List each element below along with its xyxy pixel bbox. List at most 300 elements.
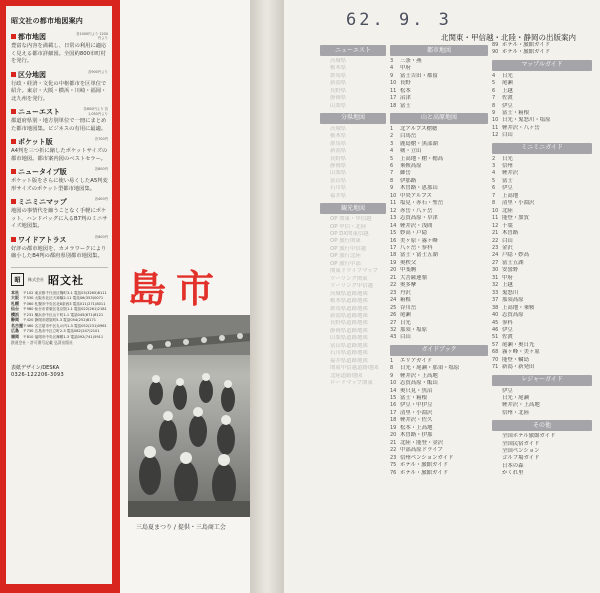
- catalog-item: [320, 380, 386, 387]
- item-name: 信州ペンションガイド: [400, 454, 454, 461]
- category-description: 好評の都市地図を、カメラワークにより縮小したB4判の都府県別都市地図集。: [11, 245, 107, 260]
- category-entry: [11, 235, 108, 261]
- item-number: 1: [390, 125, 394, 132]
- item-name: 霧ヶ峰・美ヶ原: [502, 349, 540, 356]
- catalog-item: [320, 261, 386, 268]
- category-name: [11, 137, 53, 147]
- catalog-item: [390, 260, 488, 267]
- office-name: 札幌: [11, 300, 19, 306]
- item-number: 27: [492, 259, 499, 266]
- item-number: 68: [492, 349, 499, 356]
- item-number: 7: [492, 95, 496, 102]
- item-number: 19: [390, 424, 397, 431]
- catalog-item: [390, 395, 488, 402]
- item-number: 18: [390, 252, 397, 259]
- office-name: 本社: [11, 289, 19, 295]
- item-name: 木曽路・恵那山: [400, 185, 438, 192]
- item-number: 15: [390, 230, 397, 237]
- catalog-item: [320, 73, 386, 80]
- catalog-item: [390, 223, 488, 230]
- publisher-logo-icon: 昭: [11, 273, 24, 286]
- item-number: 70: [492, 356, 499, 363]
- catalog-item: [320, 253, 386, 260]
- square-bullet-icon: [11, 237, 16, 242]
- item-name: 赤岳・八ヶ岳: [400, 207, 433, 214]
- cover-title: 島市: [128, 266, 225, 311]
- item-name: 奥多摩: [400, 282, 417, 289]
- catalog-item: [320, 306, 386, 313]
- catalog-item: [390, 365, 488, 372]
- item-name: ホテル・旅館ガイド: [400, 462, 449, 469]
- item-name: 安曇野: [502, 267, 519, 274]
- catalog-item: [492, 223, 592, 230]
- item-name: 能登・加賀: [502, 215, 529, 222]
- item-name: 御岳: [400, 170, 411, 177]
- catalog-item: [390, 373, 488, 380]
- item-number: 4: [390, 148, 394, 155]
- item-name: 佐渡: [502, 95, 513, 102]
- catalog-item: [320, 358, 386, 365]
- catalog-item: [320, 246, 386, 253]
- item-name: 上越: [502, 87, 513, 94]
- item-number: 24: [492, 252, 499, 259]
- item-number: 22: [492, 237, 499, 244]
- item-number: 6: [492, 87, 496, 94]
- item-number: 23: [390, 454, 397, 461]
- item-number: 12: [492, 222, 499, 229]
- office-row: [11, 307, 108, 312]
- item-name: 箱根: [400, 297, 411, 304]
- catalog-column-2: [390, 42, 488, 477]
- category-entry: [11, 107, 108, 133]
- item-name: 茨城県: [330, 57, 347, 64]
- item-name: 白山: [502, 132, 513, 139]
- office-name: 広島: [11, 328, 19, 334]
- item-number: 5: [492, 177, 496, 184]
- category-price: 各800円より 各1,050円より: [83, 107, 108, 116]
- catalog-item: [320, 216, 386, 223]
- category-name: [11, 235, 66, 245]
- catalog-item: [492, 282, 592, 289]
- item-name: 上高地・乗鞍: [502, 304, 535, 311]
- catalog-item: [390, 80, 488, 87]
- item-number: 9: [390, 72, 394, 79]
- section-header: その他: [492, 420, 592, 431]
- catalog-item: [320, 156, 386, 163]
- item-name: ゴルフ場ガイド: [502, 455, 540, 462]
- item-number: 14: [390, 387, 397, 394]
- category-description: ポケット版をさらに使い易くしたA5判変形サイズのポケット型都市地図集。: [11, 178, 108, 192]
- item-name: 富士: [502, 177, 513, 184]
- item-name: 伊豆: [502, 327, 513, 333]
- item-name: 北アルプス槍穂: [400, 125, 438, 132]
- category-name-text: ワイドアトラス: [18, 235, 67, 244]
- catalog-item: [390, 103, 488, 110]
- item-number: 3: [492, 163, 496, 170]
- item-name: 剱・立山: [400, 148, 422, 155]
- catalog-item: [390, 148, 488, 155]
- catalog-item: [390, 402, 488, 409]
- catalog-item: [492, 200, 592, 207]
- item-name: 茨城県: [330, 125, 347, 132]
- section-header: マップルガイド: [492, 60, 592, 71]
- item-name: 群馬県: [330, 140, 347, 147]
- section-header: ニューエスト: [320, 45, 386, 56]
- catalog-item: [492, 208, 592, 215]
- item-name: 伊那路: [400, 177, 417, 184]
- catalog-item: [320, 328, 386, 335]
- office-row: [11, 296, 108, 301]
- category-name-text: ミニミニマップ: [18, 198, 67, 207]
- category-name: [11, 167, 67, 177]
- item-name: 清里・小淵沢: [502, 200, 535, 207]
- item-number: 10: [390, 192, 397, 199]
- item-name: 静岡県: [330, 163, 347, 170]
- item-name: 富士・箱根: [400, 394, 427, 401]
- catalog-item: [492, 80, 592, 87]
- catalog-item: [492, 110, 592, 117]
- catalog-item: [390, 358, 488, 365]
- item-name: 全国ホテル旅館ガイド: [502, 433, 556, 440]
- item-number: 37: [492, 297, 499, 304]
- catalog-item: [492, 455, 592, 462]
- catalog-item: [492, 342, 592, 349]
- publisher-header: [11, 272, 108, 288]
- item-number: 16: [390, 237, 397, 244]
- category-price: 各1000円より 1200円より: [76, 32, 108, 41]
- item-number: 17: [390, 95, 397, 102]
- isbn-code: 0326-122206-3093: [11, 372, 64, 379]
- catalog-item: [390, 58, 488, 65]
- category-price: 各900円より: [87, 69, 108, 74]
- item-name: OP 旅行中部: [330, 260, 361, 267]
- item-number: 71: [492, 364, 499, 371]
- catalog-item: [320, 291, 386, 298]
- item-name: 日光・尾瀬: [502, 394, 529, 401]
- catalog-item: [320, 373, 386, 380]
- item-name: 軽井沢・八ヶ岳: [502, 124, 540, 131]
- item-name: 群馬県道路地図: [330, 305, 368, 312]
- catalog-item: [492, 156, 592, 163]
- catalog-item: [492, 260, 592, 267]
- item-name: 甲斐駒: [400, 267, 417, 274]
- catalog-item: [320, 103, 386, 110]
- item-name: 北陸・能登・金沢: [400, 439, 444, 446]
- item-number: 10: [390, 80, 397, 87]
- category-description: 都道府県別・地方別単位で一冊にまとめた都市地図集。ビジネスの有用に最適。: [11, 118, 107, 132]
- square-bullet-icon: [11, 199, 16, 204]
- item-number: 10: [492, 117, 499, 124]
- design-credit: 表紙デザイン/DESKA: [11, 365, 60, 372]
- catalog-item: [390, 282, 488, 289]
- catalog-item: [320, 224, 386, 231]
- item-name: 中部高原ドライブ: [400, 447, 443, 454]
- catalog-item: [390, 417, 488, 424]
- item-number: 12: [492, 132, 499, 139]
- catalog-item: [492, 252, 592, 259]
- office-name: 名古屋: [11, 322, 23, 328]
- item-number: 10: [390, 380, 397, 387]
- catalog-item: [390, 238, 488, 245]
- item-name: 日光: [502, 72, 513, 79]
- item-number: 17: [390, 245, 397, 252]
- catalog-item: [492, 327, 592, 334]
- item-name: 上高地: [502, 192, 519, 199]
- catalog-item: [320, 283, 386, 290]
- office-address: 〒102 東京都千代田区麹町3-1 電話03(3265)8111: [23, 290, 107, 295]
- item-name: OP DX関東信越: [330, 231, 369, 237]
- catalog-item: [390, 290, 488, 297]
- item-name: 栃木県: [330, 133, 347, 140]
- item-name: 伊豆: [502, 185, 513, 192]
- catalog-item: [390, 170, 488, 177]
- item-name: エリアガイド: [400, 357, 433, 364]
- item-name: 関東甲信越道路地図: [330, 365, 379, 372]
- item-name: 軽井沢・上高地: [400, 372, 438, 379]
- catalog-item: [492, 73, 592, 80]
- item-number: 11: [390, 87, 397, 94]
- item-name: 北陸道路地図: [330, 372, 363, 379]
- item-name: 志賀高原: [502, 312, 524, 319]
- catalog-item: [492, 215, 592, 222]
- item-number: 26: [390, 312, 397, 319]
- catalog-item: [390, 334, 488, 341]
- item-number: 18: [390, 417, 397, 424]
- item-name: 長野県道路地図: [330, 320, 368, 327]
- category-header: [11, 167, 108, 177]
- item-number: 22: [390, 447, 397, 454]
- catalog-item: [390, 447, 488, 454]
- catalog-item: [390, 178, 488, 185]
- item-number: 2: [390, 133, 394, 140]
- catalog-item: [390, 462, 488, 469]
- catalog-item: [390, 163, 488, 170]
- catalog-column-1: [320, 42, 386, 388]
- catalog-item: [492, 95, 592, 102]
- item-number: 57: [492, 341, 499, 348]
- date-stamp: 62. 9. 3: [346, 10, 452, 30]
- item-name: ツーリング甲信越: [330, 283, 374, 290]
- item-name: 日光: [400, 319, 411, 326]
- item-number: 46: [492, 327, 499, 333]
- catalog-item: [492, 334, 592, 341]
- item-number: 8: [492, 200, 496, 207]
- catalog-item: [390, 312, 488, 319]
- item-name: 富山県: [330, 177, 347, 184]
- office-row: [11, 302, 108, 307]
- item-name: 上高地・槍・穂高: [400, 155, 444, 162]
- catalog-item: [492, 357, 592, 364]
- catalog-item: [320, 148, 386, 155]
- catalog-item: [390, 215, 488, 222]
- section-header: 都市地図: [390, 45, 488, 56]
- item-name: 大菩薩連嶺: [400, 274, 427, 281]
- item-name: 奥只見・魚沼: [400, 387, 433, 394]
- item-name: 軽井沢・上高地: [502, 402, 540, 409]
- item-name: ホテル・旅館ガイド: [502, 49, 551, 56]
- catalog-item: [390, 88, 488, 95]
- item-name: 富士・富士五湖: [400, 252, 438, 259]
- catalog-item: [492, 42, 592, 49]
- item-number: 18: [390, 102, 397, 109]
- item-name: 全国民宿ガイド: [502, 440, 540, 447]
- item-name: 松本: [400, 87, 411, 94]
- category-price: 各800円: [94, 234, 108, 239]
- office-address: 〒810 福岡市中央区舞鶴1-3 電話092(741)5911: [23, 334, 104, 339]
- catalog-item: [492, 88, 592, 95]
- office-list: [11, 291, 108, 340]
- item-name: 富士: [400, 102, 411, 109]
- item-number: 9: [492, 109, 496, 116]
- item-number: 23: [492, 245, 499, 252]
- catalog-item: [492, 463, 592, 470]
- category-name-text: 区分地図: [18, 70, 46, 79]
- catalog-item: [390, 141, 488, 148]
- catalog-item: [320, 335, 386, 342]
- item-number: 76: [390, 469, 397, 476]
- item-name: 新潟県: [330, 148, 347, 155]
- catalog-item: [492, 117, 592, 124]
- item-name: OP 関東・甲信越: [330, 216, 372, 223]
- item-name: 長野県: [330, 155, 347, 162]
- item-number: 23: [390, 289, 397, 296]
- square-bullet-icon: [11, 139, 16, 144]
- office-address: 〒060 札幌市中央区北8条西3 電話011(271)8011: [23, 301, 106, 306]
- section-header: 観光地図: [320, 203, 386, 214]
- item-number: 8: [390, 177, 394, 184]
- category-header: [11, 197, 108, 207]
- item-name: 三条・燕: [400, 57, 422, 64]
- item-number: 19: [390, 259, 397, 266]
- item-number: 2: [492, 155, 496, 162]
- catalog-item: [390, 245, 488, 252]
- item-name: 北陸: [502, 207, 513, 214]
- category-description: 地図の事情代を縮うことなく手軽にポケット、ハンドバッグに入るB7判のミニサイズ地図集。: [11, 208, 108, 230]
- item-name: 尾瀬: [502, 80, 513, 87]
- item-number: 33: [492, 289, 499, 296]
- item-number: 5: [390, 155, 394, 162]
- category-description: 豊富な内容を満載し、日常の利用に適応く見える都市詳細図。全国約800市町村を発行。: [11, 43, 107, 65]
- catalog-item: [320, 95, 386, 102]
- catalog-page: [284, 0, 600, 593]
- item-name: 妙高・戸隠: [400, 230, 427, 237]
- item-name: 全国ペンション: [502, 448, 540, 455]
- catalog-item: [390, 267, 488, 274]
- item-number: 20: [390, 267, 397, 274]
- item-number: 21: [390, 274, 397, 281]
- item-name: 丹沢: [400, 289, 411, 296]
- item-name: 山梨県道路地図: [330, 335, 368, 342]
- catalog-item: [492, 470, 592, 477]
- catalog-item: [492, 388, 592, 395]
- catalog-item: [492, 170, 592, 177]
- item-number: 6: [492, 185, 496, 192]
- category-name-text: 都市地図: [18, 33, 46, 41]
- item-name: 中央アルプス: [400, 192, 432, 199]
- catalog-item: [320, 276, 386, 283]
- catalog-item: [390, 380, 488, 387]
- item-name: 富士・箱根: [502, 109, 529, 116]
- publisher-prefix: 株式会社: [28, 276, 44, 282]
- item-number: 21: [492, 230, 499, 237]
- item-number: 11: [492, 215, 499, 222]
- catalog-item: [492, 125, 592, 132]
- category-price: 各700円: [94, 137, 108, 142]
- catalog-item: [320, 163, 386, 170]
- office-row: [11, 324, 108, 329]
- category-entry: [11, 167, 108, 193]
- item-name: 軽井沢・佐久: [400, 417, 433, 424]
- item-number: 4: [390, 65, 394, 72]
- publisher-block: [11, 267, 108, 347]
- catalog-item: [390, 252, 488, 259]
- category-header: [11, 70, 108, 80]
- catalog-item: [492, 230, 592, 237]
- office-row: [11, 335, 108, 340]
- catalog-item: [390, 470, 488, 477]
- item-number: 31: [492, 274, 499, 281]
- item-number: 11: [492, 124, 499, 131]
- category-description: 行政・経済・文化の中枢都市を区単位で紹介。東京・大阪・横浜・川崎・福岡・北九州を発行。: [11, 80, 107, 102]
- catalog-item: [492, 185, 592, 192]
- catalog-item: [390, 410, 488, 417]
- category-name-text: ポケット版: [18, 138, 53, 147]
- office-row: [11, 329, 108, 334]
- section-header: ガイドブック: [390, 345, 488, 356]
- item-name: 軽井沢: [502, 170, 519, 177]
- catalog-item: [492, 410, 592, 417]
- item-name: 関東ドライブマップ: [330, 268, 378, 275]
- catalog-item: [390, 95, 488, 102]
- catalog-item: [492, 320, 592, 327]
- item-number: 14: [390, 222, 397, 229]
- item-number: 27: [390, 319, 397, 326]
- catalog-item: [320, 178, 386, 185]
- square-bullet-icon: [11, 109, 16, 114]
- item-name: 日光・尾瀬・那須・塩原: [400, 365, 460, 372]
- item-number: 3: [390, 57, 394, 64]
- catalog-item: [492, 305, 592, 312]
- item-name: 日光: [502, 155, 513, 162]
- item-number: 32: [390, 327, 397, 333]
- item-name: 信州・北陸: [502, 409, 529, 416]
- section-header: 分県地図: [320, 113, 386, 124]
- item-number: 13: [390, 215, 397, 222]
- catalog-item: [492, 364, 592, 371]
- item-name: 白山: [502, 237, 513, 244]
- category-entry: [11, 197, 108, 231]
- item-name: 佐渡: [502, 334, 513, 341]
- office-name: 仙台: [11, 306, 19, 312]
- catalog-item: [390, 297, 488, 304]
- item-name: 鬼怒川: [502, 289, 519, 296]
- catalog-item: [390, 208, 488, 215]
- catalog-item: [390, 65, 488, 72]
- category-name: [11, 70, 46, 80]
- item-name: OP 旅行関東: [330, 238, 361, 245]
- item-name: 金沢: [502, 245, 513, 252]
- catalog-item: [492, 402, 592, 409]
- publisher-name: 昭文社: [48, 273, 84, 287]
- category-list: [11, 32, 108, 261]
- catalog-item: [492, 441, 592, 448]
- catalog-item: [390, 320, 488, 327]
- item-name: 能登・輪島: [502, 356, 529, 363]
- catalog-item: [320, 268, 386, 275]
- item-name: 軽井沢・浅間: [400, 222, 433, 229]
- item-number: 6: [390, 163, 394, 170]
- catalog-item: [390, 440, 488, 447]
